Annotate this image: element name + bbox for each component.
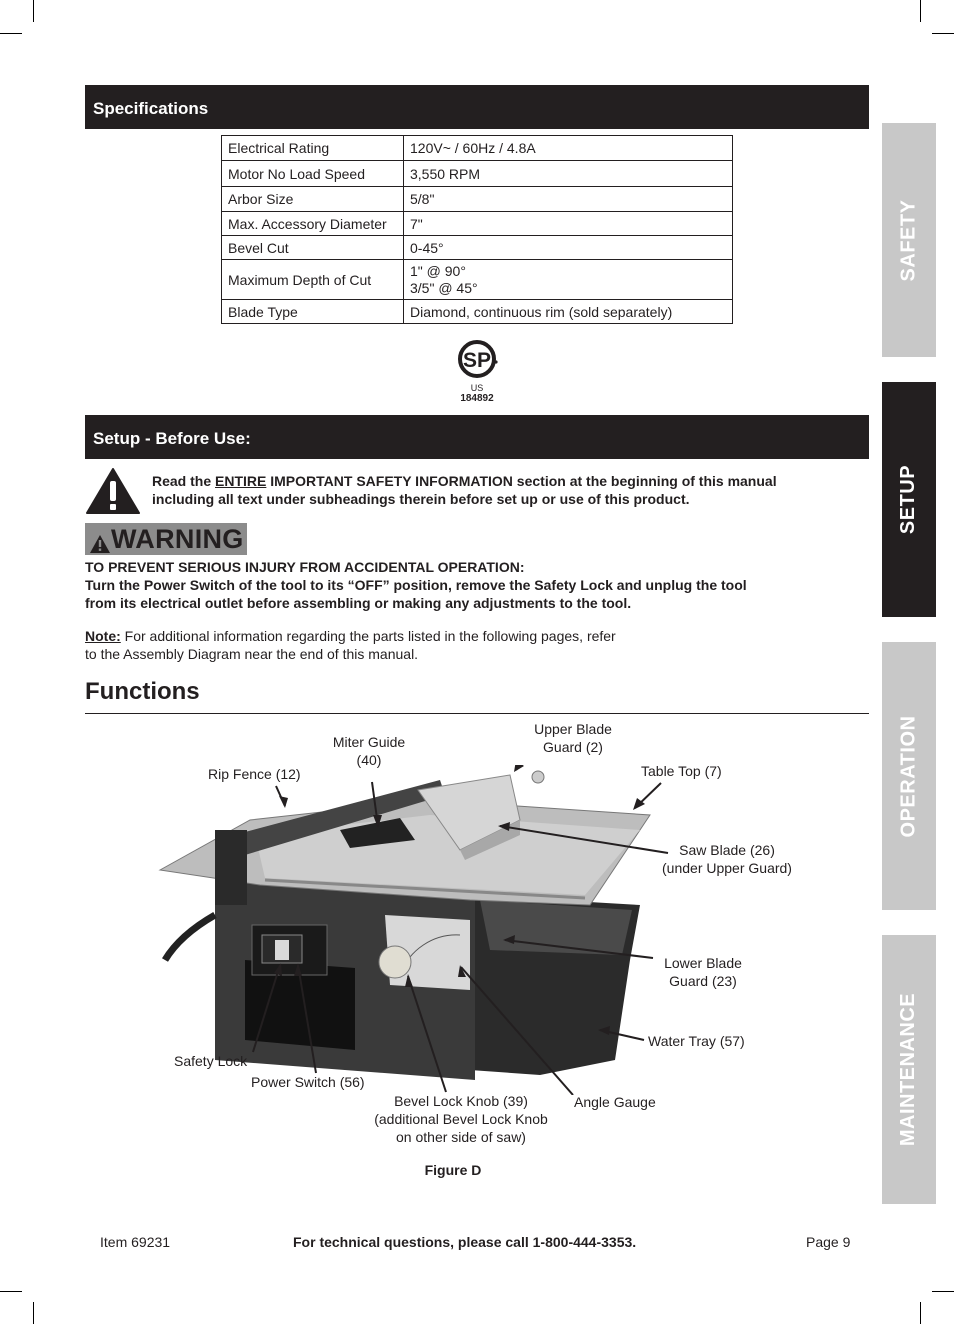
- callout-line: (40): [356, 752, 382, 768]
- crop-mark: [932, 1291, 954, 1292]
- spec-value-line: 1" @ 90°: [410, 262, 466, 279]
- tab-safety[interactable]: SAFETY: [882, 123, 936, 357]
- crop-mark: [920, 0, 921, 22]
- crop-mark: [33, 0, 34, 22]
- tile-saw-illustration: [150, 765, 670, 1095]
- spec-value: 5/8": [404, 187, 733, 212]
- callout-upper-blade-guard: [523, 720, 623, 756]
- crop-mark: [0, 33, 22, 34]
- crop-mark: [920, 1302, 921, 1324]
- spec-label: Motor No Load Speed: [222, 161, 404, 187]
- callout-bevel-lock-knob: [366, 1092, 556, 1146]
- svg-text:SP: SP: [462, 349, 492, 372]
- safety-alert-icon: [85, 467, 141, 515]
- table-row: [222, 187, 733, 212]
- callout-angle-gauge: Angle Gauge: [574, 1094, 656, 1110]
- callout-line: on other side of saw): [396, 1129, 526, 1145]
- csa-logo-icon: [455, 340, 499, 378]
- callout-line: Lower Blade: [664, 955, 742, 971]
- functions-heading: Functions: [85, 678, 200, 705]
- csa-number: 184892: [460, 393, 494, 404]
- tab-setup[interactable]: SETUP: [882, 382, 936, 617]
- crop-mark: [932, 33, 954, 34]
- footer-page-number: Page 9: [806, 1234, 851, 1250]
- spec-value: [404, 260, 733, 300]
- callout-lower-blade-guard: [656, 954, 750, 990]
- table-row: [222, 212, 733, 236]
- callout-rip-fence: Rip Fence (12): [208, 766, 301, 782]
- figure-caption: Figure D: [424, 1162, 482, 1178]
- spec-label: Blade Type: [222, 300, 404, 324]
- callout-line: Upper Blade: [534, 721, 612, 737]
- spec-value-line: 3/5" @ 45°: [410, 279, 478, 296]
- callout-water-tray: Water Tray (57): [648, 1033, 745, 1049]
- callout-line: Guard (23): [669, 973, 737, 989]
- warning-badge: [85, 523, 247, 555]
- warning-label: WARNING: [111, 524, 244, 554]
- spec-value: 120V~ / 60Hz / 4.8A: [404, 136, 733, 161]
- tab-operation[interactable]: OPERATION: [882, 642, 936, 910]
- callout-line: Miter Guide: [332, 734, 406, 750]
- spec-label: Electrical Rating: [222, 136, 404, 161]
- specifications-table: [221, 135, 733, 324]
- spec-label: Arbor Size: [222, 187, 404, 212]
- spec-value: 0-45°: [404, 236, 733, 260]
- spec-value: 3,550 RPM: [404, 161, 733, 187]
- crop-mark: [0, 1291, 22, 1292]
- callout-line: Guard (2): [543, 739, 603, 755]
- warning-triangle-icon: [89, 530, 111, 561]
- callout-miter-guide: [323, 733, 415, 769]
- table-row: [222, 136, 733, 161]
- divider: [85, 713, 869, 714]
- assembly-note: Note: For additional information regarding the parts listed in the following pages, refer to the Assembly Diagram near the end of this manual.: [85, 628, 616, 662]
- footer-item-number: Item 69231: [100, 1234, 171, 1250]
- csa-certification-mark: [452, 340, 502, 404]
- table-row: [222, 161, 733, 187]
- setup-heading: Setup - Before Use:: [85, 415, 869, 459]
- callout-line: Saw Blade (26): [679, 842, 775, 858]
- callout-line: Bevel Lock Knob (39): [394, 1093, 528, 1109]
- spec-value: 7": [404, 212, 733, 236]
- footer-support-phone: For technical questions, please call 1-800-444-3353.: [293, 1234, 637, 1250]
- table-row: [222, 300, 733, 324]
- csa-country: US: [470, 383, 484, 393]
- callout-line: (under Upper Guard): [662, 860, 792, 876]
- callout-saw-blade: [656, 841, 798, 877]
- callout-safety-lock: Safety Lock: [174, 1053, 248, 1069]
- warning-line: Turn the Power Switch of the tool to its “OFF” position, remove the Safety Lock and unplug the tool from its electrical outlet before assembling or making any adjustments to the tool.: [85, 577, 747, 611]
- table-row: [222, 260, 733, 300]
- safety-information-notice: Read the ENTIRE IMPORTANT SAFETY INFORMATION section at the beginning of this manual including all text under subheadings therein before set up or use of this product.: [152, 473, 777, 507]
- specifications-heading: Specifications: [85, 85, 869, 129]
- spec-label: Maximum Depth of Cut: [222, 260, 404, 300]
- callout-line: (additional Bevel Lock Knob: [374, 1111, 548, 1127]
- table-row: [222, 236, 733, 260]
- callout-table-top: Table Top (7): [641, 763, 722, 779]
- warning-text: [85, 558, 805, 612]
- crop-mark: [33, 1302, 34, 1324]
- spec-label: Max. Accessory Diameter: [222, 212, 404, 236]
- tab-maintenance[interactable]: MAINTENANCE: [882, 935, 936, 1204]
- spec-value: Diamond, continuous rim (sold separately): [404, 300, 733, 324]
- warning-line: TO PREVENT SERIOUS INJURY FROM ACCIDENTAL OPERATION:: [85, 559, 525, 575]
- callout-power-switch: Power Switch (56): [251, 1074, 365, 1090]
- spec-label: Bevel Cut: [222, 236, 404, 260]
